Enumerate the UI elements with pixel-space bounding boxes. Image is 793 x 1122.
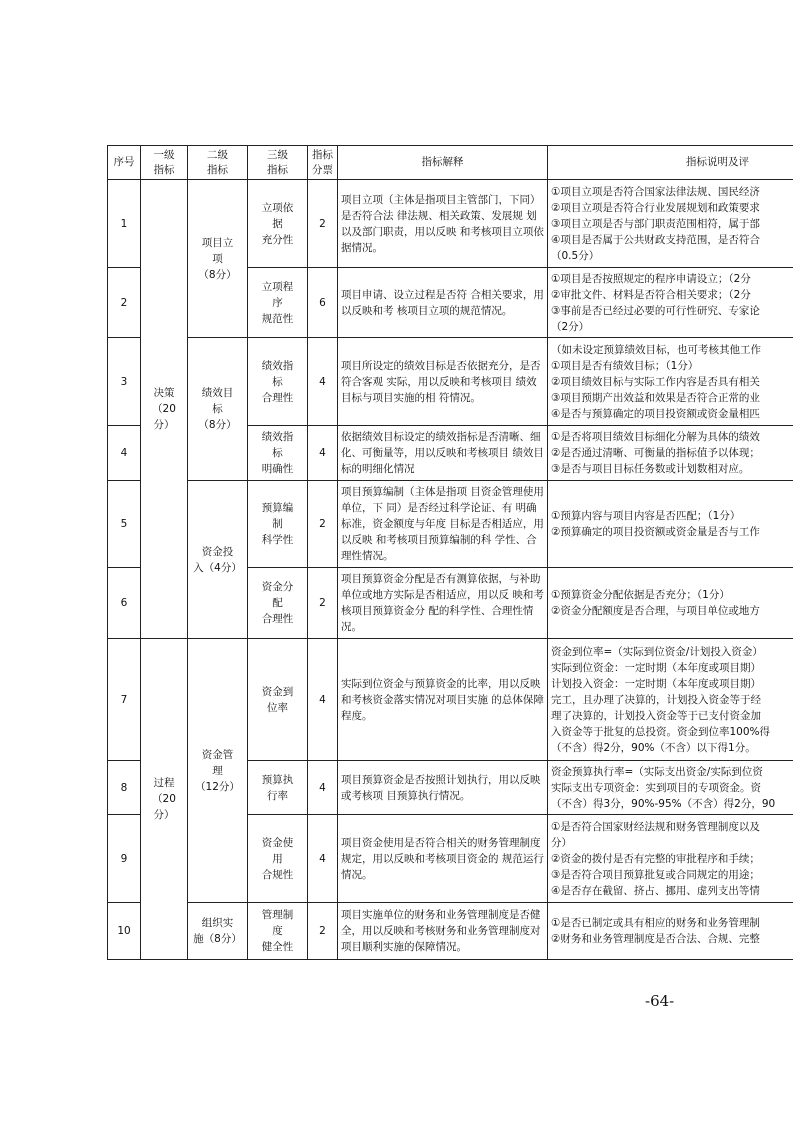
row-explanation: 项目实施单位的财务和业务管理制度是否健全，用以反映和考核财务和业务管理制度对项目顺利实施的保障情况。 (338, 903, 548, 960)
detail-line: ②项目立项是否符合行业发展规划和政策要求 (551, 201, 760, 214)
row-number: 5 (108, 481, 141, 568)
detail-line: 资金到位率=（实际到位资金/计划投入资金） (551, 645, 763, 658)
header-level1: 一级 指标 (141, 146, 188, 180)
row-number: 10 (108, 903, 141, 960)
row-detail (548, 639, 793, 761)
header-level3: 三级 指标 (248, 146, 308, 180)
row-number: 8 (108, 761, 141, 815)
row-detail (548, 568, 793, 639)
level3-indicator: 绩效指 标 合理性 (248, 338, 308, 426)
detail-line: （不含）得2分，90%（不含）以下得1分。 (551, 741, 756, 754)
row-score: 4 (308, 761, 338, 815)
row-detail (548, 815, 793, 903)
evaluation-index-table (107, 145, 793, 960)
table-row (108, 180, 793, 268)
detail-line: ③是否符合项目预算批复或合同规定的用途； (551, 868, 760, 881)
level3-indicator: 资金使 用 合规性 (248, 815, 308, 903)
detail-line: 完工，且办理了决算的，计划投入资金等于经 (551, 693, 761, 706)
row-detail (548, 481, 793, 568)
detail-line: （不含）得3分，90%-95%（不含）得2分，90 (551, 797, 776, 810)
row-score: 4 (308, 338, 338, 426)
detail-line: ①是否符合国家财经法规和财务管理制度以及 (551, 820, 760, 833)
row-score: 2 (308, 568, 338, 639)
header-explain: 指标解释 (338, 146, 548, 180)
level3-indicator: 预算编 制 科学性 (248, 481, 308, 568)
detail-line: （如未设定预算绩效目标，也可考核其他工作 (551, 343, 761, 356)
row-detail (548, 268, 793, 338)
row-detail (548, 180, 793, 268)
level2-project-approval: 项目立 项 （8分） (188, 180, 248, 338)
row-explanation: 项目预算资金是否按照计划执行，用以反映或考核项 目预算执行情况。 (338, 761, 548, 815)
level3-indicator: 预算执 行率 (248, 761, 308, 815)
detail-line: ①是否将项目绩效目标细化分解为具体的绩效 (551, 431, 760, 443)
detail-line: ②审批文件、材料是否符合相关要求；（2分 (551, 288, 751, 301)
detail-line: ①项目是否按照规定的程序申请设立；（2分 (551, 272, 751, 285)
row-explanation: 依据绩效目标设定的绩效指标是否清晰、细化、可衡量等，用以反映和考核项目 绩效目标的明细化情况 (338, 426, 548, 481)
detail-line: ②项目绩效目标与实际工作内容是否具有相关 (551, 375, 760, 388)
row-score: 6 (308, 268, 338, 338)
row-detail (548, 761, 793, 815)
level3-indicator: 立项依 据 充分性 (248, 180, 308, 268)
page-number: -64- (645, 992, 675, 1010)
row-number: 1 (108, 180, 141, 268)
detail-line: 资金预算执行率=（实际支出资金/实际到位资 (551, 765, 763, 778)
level3-indicator: 资金分 配 合理性 (248, 568, 308, 639)
row-explanation: 项目立项（主体是指项目主管部门，下同）是否符合法 律法规、相关政策、发展规 划以及部门职责，用以反映 和考核项目立项依据情况。 (338, 180, 548, 268)
table-header-row (108, 146, 793, 180)
table-row (108, 639, 793, 761)
detail-line: ②资金的拨付是否有完整的审批程序和手续； (551, 852, 760, 865)
level3-indicator: 绩效指 标 明确性 (248, 426, 308, 481)
detail-line: 分） (551, 836, 572, 849)
detail-line: ③项目立项是否与部门职责范围相符，属于部 (551, 217, 760, 230)
header-score: 指标 分票 (308, 146, 338, 180)
row-explanation: 项目预算资金分配是否有测算依据，与补助单位或地方实际是否相适应，用以反 映和考核项目预算资金分 配的科学性、合理性情况。 (338, 568, 548, 639)
table-row (108, 338, 793, 426)
level1-decision: 决策 （20 分） (141, 180, 188, 639)
level1-process: 过程 （20 分） (141, 639, 188, 960)
row-detail (548, 903, 793, 960)
detail-line: 计划投入资金：一定时期（本年度或项目期） (551, 677, 761, 690)
detail-line: ④是否存在截留、挤占、挪用、虚列支出等情 (551, 884, 760, 897)
detail-line: ①项目是否有绩效目标；（1分） (551, 359, 699, 372)
row-score: 2 (308, 903, 338, 960)
header-seq: 序号 (108, 146, 141, 180)
detail-line: ①是否已制定或具有相应的财务和业务管理制 (551, 917, 760, 929)
row-number: 7 (108, 639, 141, 761)
detail-line: ②是否通过清晰、可衡量的指标值予以体现； (551, 447, 760, 459)
detail-line: ④项目是否属于公共财政支持范围，是否符合 (551, 233, 760, 246)
level2-organization: 组织实 施（8分） (188, 903, 248, 960)
detail-line: ①预算内容与项目内容是否匹配；（1分） (551, 510, 741, 522)
row-score: 4 (308, 639, 338, 761)
row-explanation: 项目所设定的绩效目标是否依据充分，是否符合客观 实际，用以反映和考核项目 绩效目标与项目实施的相 符情况。 (338, 338, 548, 426)
row-explanation: 项目资金使用是否符合相关的财务管理制度规定，用以反映和考核项目资金的 规范运行情况。 (338, 815, 548, 903)
table-row (108, 903, 793, 960)
row-number: 2 (108, 268, 141, 338)
detail-line: （2分） (551, 320, 590, 333)
level3-indicator: 资金到 位率 (248, 639, 308, 761)
row-number: 9 (108, 815, 141, 903)
detail-line: ④是否与预算确定的项目投资额或资金量相匹 (551, 407, 760, 420)
row-detail (548, 426, 793, 481)
level2-fund-management: 资金管 理 （12分） (188, 639, 248, 903)
header-detail: 指标说明及评 (548, 146, 793, 180)
row-detail (548, 338, 793, 426)
detail-line: 理了决算的，计划投入资金等于已支付资金加 (551, 709, 761, 722)
row-explanation: 实际到位资金与预算资金的比率，用以反映和考核资金落实情况对项目实施 的总体保障程度。 (338, 639, 548, 761)
row-score: 2 (308, 481, 338, 568)
detail-line: ①预算资金分配依据是否充分；（1分） (551, 589, 730, 601)
detail-line: ②财务和业务管理制度是否合法、合规、完整 (551, 933, 760, 945)
detail-line: ①项目立项是否符合国家法律法规、国民经济 (551, 185, 760, 198)
detail-line: ②资金分配额度是否合理，与项目单位或地方 (551, 605, 760, 617)
row-score: 4 (308, 426, 338, 481)
detail-line: 入资金等于批复的总投资。资金到位率100%得 (551, 725, 771, 738)
row-score: 4 (308, 815, 338, 903)
detail-line: 实际到位资金：一定时期（本年度或项目期） (551, 661, 761, 674)
row-score: 2 (308, 180, 338, 268)
detail-line: ③是否与项目目标任务数或计划数相对应。 (551, 463, 750, 475)
header-level2: 二级 指标 (188, 146, 248, 180)
row-number: 4 (108, 426, 141, 481)
level2-performance-goal: 绩效目 标 （8分） (188, 338, 248, 481)
level3-indicator: 管理制 度 健全性 (248, 903, 308, 960)
detail-line: （0.5分） (551, 249, 600, 262)
detail-line: ③项目预期产出效益和效果是否符合正常的业 (551, 391, 760, 404)
detail-line: ②预算确定的项目投资额或资金量是否与工作 (551, 526, 760, 538)
row-explanation: 项目预算编制（主体是指项 目资金管理使用单位，下 同）是否经过科学论证、有 明确标准，资金额度与年度 目标是否相适应，用以反映 和考核项目预算编制的科 学性、合理性情况。 (338, 481, 548, 568)
table-row (108, 481, 793, 568)
level3-indicator: 立项程 序 规范性 (248, 268, 308, 338)
detail-line: ③事前是否已经过必要的可行性研究、专家论 (551, 304, 760, 317)
row-number: 6 (108, 568, 141, 639)
detail-line: 实际支出专项资金：实到项目的专项资金。资 (551, 781, 761, 794)
row-number: 3 (108, 338, 141, 426)
level2-fund-input: 资金投 入（4分） (188, 481, 248, 639)
row-explanation: 项目申请、设立过程是否符 合相关要求，用以反映和考 核项目立项的规范情况。 (338, 268, 548, 338)
